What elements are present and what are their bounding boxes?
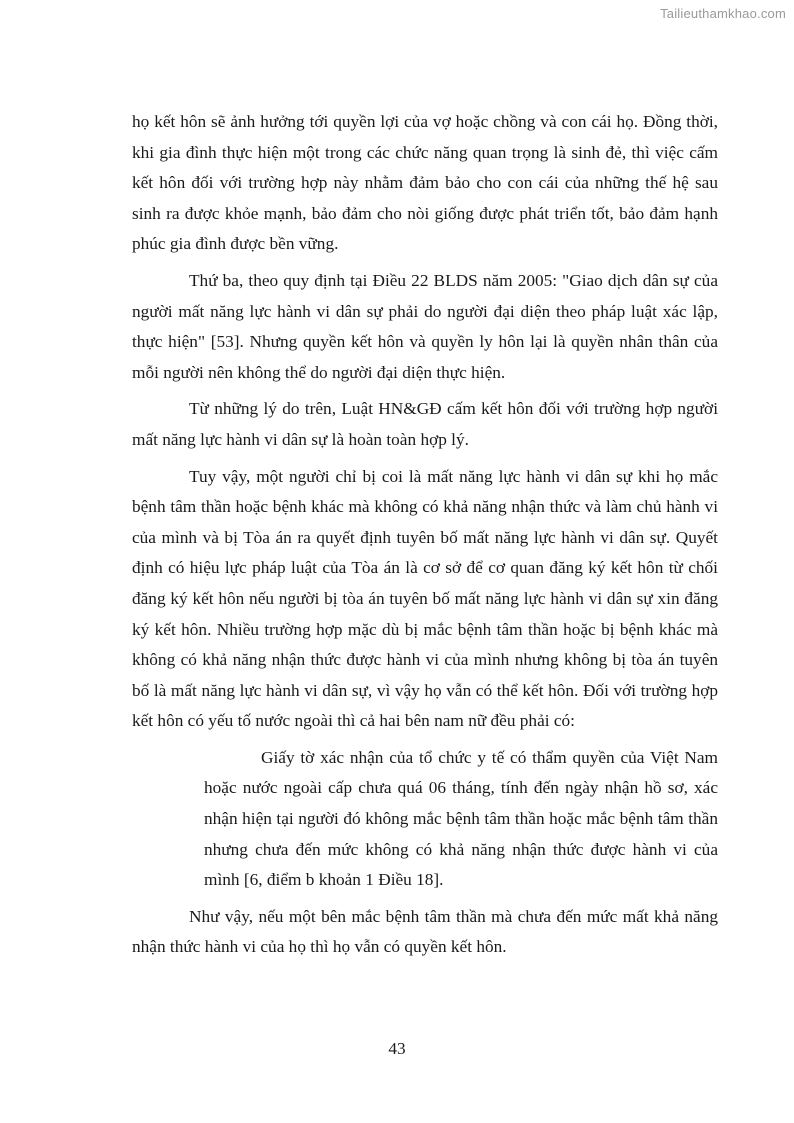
- paragraph-conclusion: Từ những lý do trên, Luật HN&GĐ cấm kết hôn đối với trường hợp người mất năng lực hành vi dân sự là hoàn toàn hợp lý.: [132, 399, 718, 449]
- watermark-text: Tailieuthamkhao.com: [660, 6, 786, 21]
- paragraph-third-reason: Thứ ba, theo quy định tại Điều 22 BLDS năm 2005: "Giao dịch dân sự của người mất năng lực hành vi dân sự phải do người đại diện theo pháp luật xác lập, thực hiện" [53]. Nhưng quyền kết hôn và quyền ly hôn lại là quyền nhân thân của mỗi người nên không thể do người đại diện thực hiện.: [132, 270, 718, 382]
- block-quote: Giấy tờ xác nhận của tổ chức y tế có thẩm quyền của Việt Nam hoặc nước ngoài cấp chưa quá 06 tháng, tính đến ngày nhận hồ sơ, xác nhận hiện tại người đó không mắc bệnh tâm thần hoặc mắc bệnh tâm thần nhưng chưa đến mức không có khả năng nhận thức được hành vi của mình [6, điểm b khoản 1 Điều 18].: [204, 747, 718, 890]
- paragraph-final: Như vậy, nếu một bên mắc bệnh tâm thần mà chưa đến mức mất khả năng nhận thức hành vi của họ thì họ vẫn có quyền kết hôn.: [132, 906, 718, 957]
- document-body: [132, 107, 718, 969]
- paragraph-continuation: họ kết hôn sẽ ảnh hưởng tới quyền lợi của vợ hoặc chồng và con cái họ. Đồng thời, khi gia đình thực hiện một trong các chức năng quan trọng là sinh đẻ, thì việc cấm kết hôn đối với trường hợp này nhằm đảm bảo cho con cái của những thế hệ sau sinh ra được khỏe mạnh, bảo đảm cho nòi giống được phát triển tốt, bảo đảm hạnh phúc gia đình được bền vững.: [132, 112, 718, 254]
- page-number: 43: [388, 1039, 406, 1058]
- paragraph-however: Tuy vậy, một người chỉ bị coi là mất năng lực hành vi dân sự khi họ mắc bệnh tâm thần hoặc bệnh khác mà không có khả năng nhận thức và làm chủ hành vi của mình và bị Tòa án ra quyết định tuyên bố mất năng lực hành vi dân sự. Quyết định có hiệu lực pháp luật của Tòa án là cơ sở để cơ quan đăng ký kết hôn từ chối đăng ký kết hôn nếu người bị tòa án tuyên bố mất năng lực hành vi dân sự xin đăng ký kết hôn. Nhiều trường hợp mặc dù bị mắc bệnh tâm thần hoặc bị bệnh khác mà không có khả năng nhận thức được hành vi của mình nhưng không bị tòa án tuyên bố là mất năng lực hành vi dân sự, vì vậy họ vẫn có thể kết hôn. Đối với trường hợp kết hôn có yếu tố nước ngoài thì cả hai bên nam nữ đều phải có:: [132, 466, 718, 731]
